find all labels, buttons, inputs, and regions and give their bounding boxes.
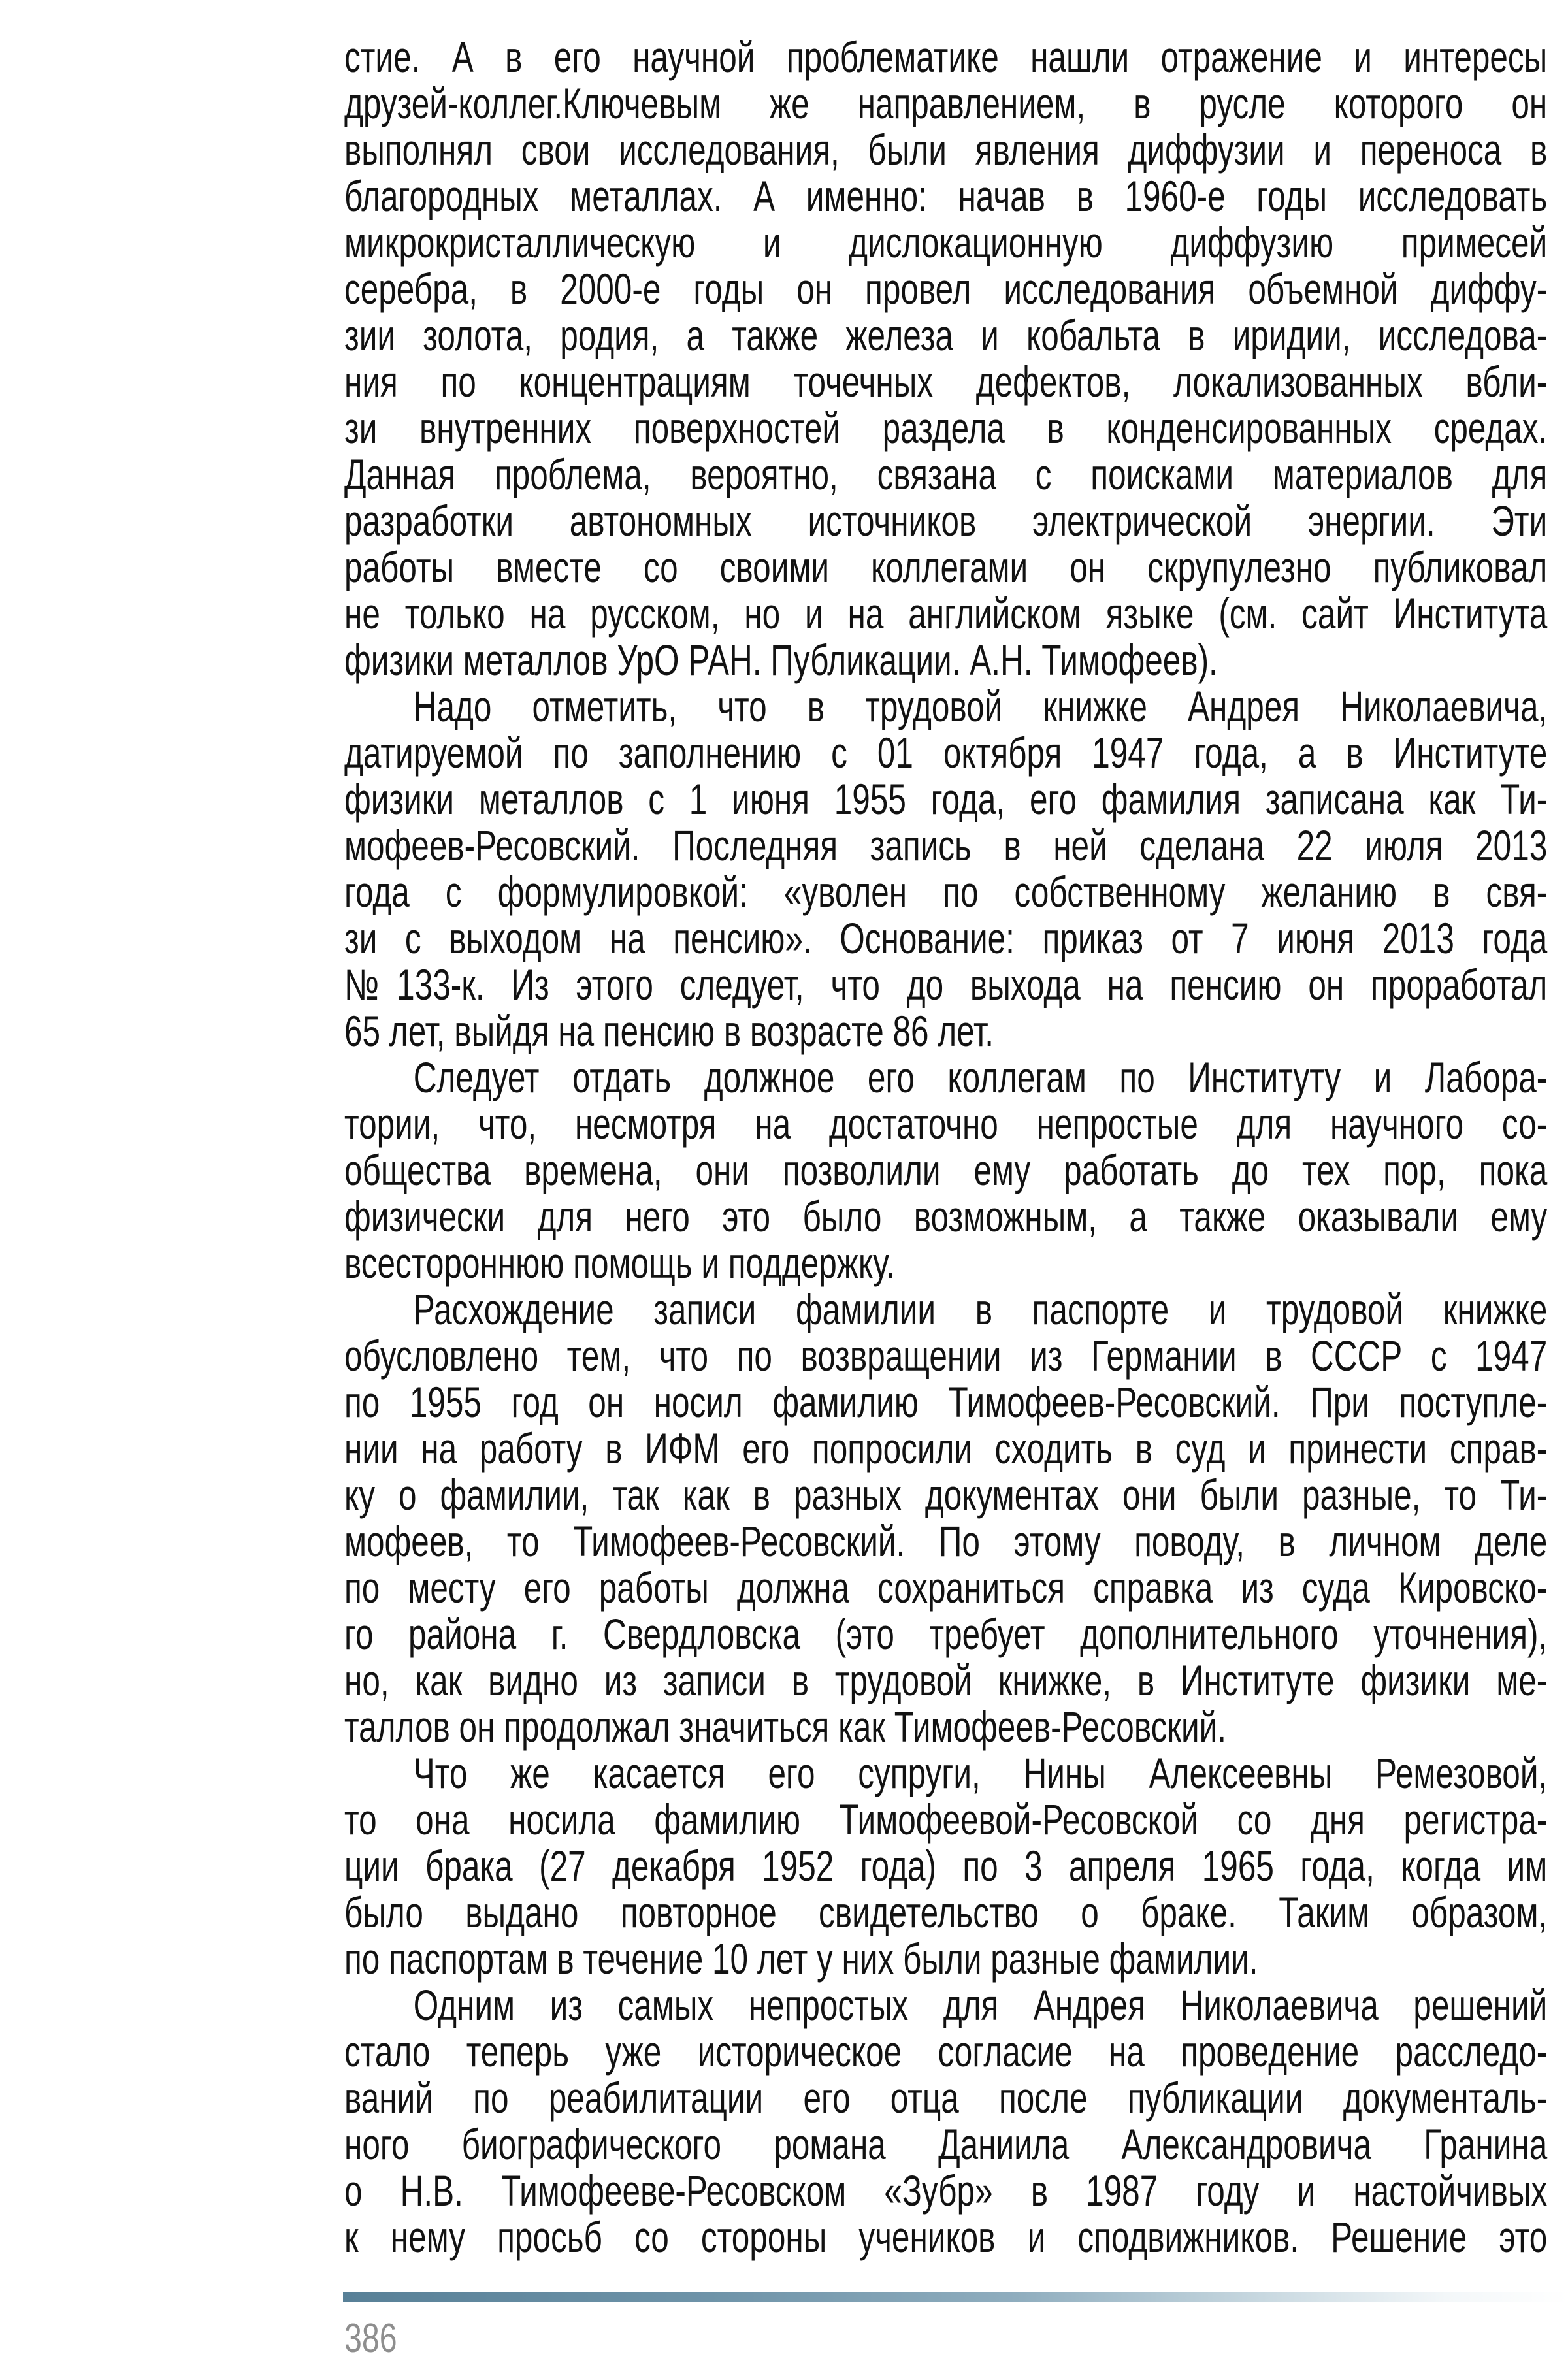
text-line: к нему просьб со стороны учеников и сподвижников. Решение это: [344, 2213, 1548, 2261]
text-line: ваний по реабилитации его отца после публикации документаль-: [344, 2074, 1548, 2122]
text-line: выполнял свои исследования, были явления диффузии и переноса в: [344, 125, 1548, 174]
text-line: то она носила фамилию Тимофеевой-Ресовской со дня регистра-: [344, 1795, 1548, 1844]
text-line: зи с выходом на пенсию». Основание: приказ от 7 июня 2013 года: [344, 914, 1548, 962]
text-line: обусловлено тем, что по возвращении из Германии в СССР с 1947: [344, 1331, 1548, 1380]
text-line: го района г. Свердловска (это требует дополнительного уточнения),: [344, 1610, 1548, 1658]
text-line: физики металлов с 1 июня 1955 года, его фамилия записана как Ти-: [344, 775, 1548, 823]
text-line: тории, что, несмотря на достаточно непростые для научного со-: [344, 1099, 1548, 1148]
text-line: Следует отдать должное его коллегам по Институту и Лабора-: [413, 1053, 1548, 1101]
text-line: всестороннюю помощь и поддержку.: [344, 1239, 895, 1287]
text-line: нии на работу в ИФМ его попросили сходить в суд и принести справ-: [344, 1424, 1548, 1473]
text-line: Данная проблема, вероятно, связана с поисками материалов для: [344, 450, 1548, 498]
text-line: общества времена, они позволили ему работать до тех пор, пока: [344, 1146, 1548, 1194]
footer-accent-bar: [343, 2292, 1568, 2302]
text-line: о Н.В. Тимофееве-Ресовском «Зубр» в 1987 году и настойчивых: [344, 2166, 1548, 2215]
text-line: зии золота, родия, а также железа и кобальта в иридии, исследова-: [344, 311, 1548, 359]
text-line: по месту его работы должна сохраниться справка из суда Кировско-: [344, 1563, 1548, 1612]
text-line: по паспортам в течение 10 лет у них были разные фамилии.: [344, 1934, 1258, 1983]
text-line: ного биографического романа Даниила Александровича Гранина: [344, 2120, 1548, 2168]
text-line: стало теперь уже историческое согласие на проведение расследо-: [344, 2027, 1548, 2076]
body-text-column: [344, 34, 1547, 2260]
text-line: таллов он продолжал значиться как Тимофеев-Ресовский.: [344, 1702, 1227, 1751]
text-line: благородных металлах. А именно: начав в 1960-е годы исследовать: [344, 172, 1548, 220]
text-line: 65 лет, выйдя на пенсию в возрасте 86 лет.: [344, 1007, 994, 1055]
text-line: физически для него это было возможным, а также оказывали ему: [344, 1192, 1548, 1241]
text-line: мофеев-Ресовский. Последняя запись в ней сделана 22 июля 2013: [344, 821, 1548, 870]
text-line: ции брака (27 декабря 1952 года) по 3 апреля 1965 года, когда им: [344, 1842, 1548, 1890]
text-line: ния по концентрациям точечных дефектов, локализованных вбли-: [344, 357, 1548, 406]
text-line: Что же касается его супруги, Нины Алексеевны Ремезовой,: [413, 1749, 1548, 1797]
text-line: Надо отметить, что в трудовой книжке Андрея Николаевича,: [413, 682, 1548, 730]
text-line: Одним из самых непростых для Андрея Николаевича решений: [413, 1981, 1548, 2029]
text-line: микрокристаллическую и дислокационную диффузию примесей: [344, 218, 1548, 267]
text-line: Расхождение записи фамилии в паспорте и трудовой книжке: [413, 1285, 1548, 1333]
text-line: друзей-коллег.Ключевым же направлением, в русле которого он: [344, 79, 1548, 127]
text-line: года с формулировкой: «уволен по собственному желанию в свя-: [344, 868, 1548, 916]
text-line: мофеев, то Тимофеев-Ресовский. По этому поводу, в личном деле: [344, 1517, 1548, 1565]
text-line: физики металлов УрО РАН. Публикации. А.Н. Тимофеев).: [344, 636, 1218, 684]
text-line: по 1955 год он носил фамилию Тимофеев-Ресовский. При поступле-: [344, 1378, 1548, 1426]
text-line: было выдано повторное свидетельство о браке. Таким образом,: [344, 1888, 1548, 1936]
text-line: №133-к. Из этого следует, что до выхода на пенсию он проработал: [344, 960, 1548, 1009]
text-line: датируемой по заполнению с 01 октября 1947 года, а в Институте: [344, 728, 1548, 777]
text-line: но, как видно из записи в трудовой книжке, в Институте физики ме-: [344, 1656, 1548, 1704]
text-line: зи внутренних поверхностей раздела в конденсированных средах.: [344, 404, 1548, 452]
text-line: стие. А в его научной проблематике нашли отражение и интересы: [344, 33, 1548, 81]
text-line: серебра, в 2000-е годы он провел исследования объемной диффу-: [344, 265, 1548, 313]
text-line: ку о фамилии, так как в разных документах они были разные, то Ти-: [344, 1471, 1548, 1519]
text-line: разработки автономных источников электрической энергии. Эти: [344, 497, 1548, 545]
page-number: 386: [344, 2316, 397, 2361]
text-line: работы вместе со своими коллегами он скрупулезно публиковал: [344, 543, 1548, 591]
text-line: не только на русском, но и на английском языке (см. сайт Института: [344, 589, 1548, 638]
